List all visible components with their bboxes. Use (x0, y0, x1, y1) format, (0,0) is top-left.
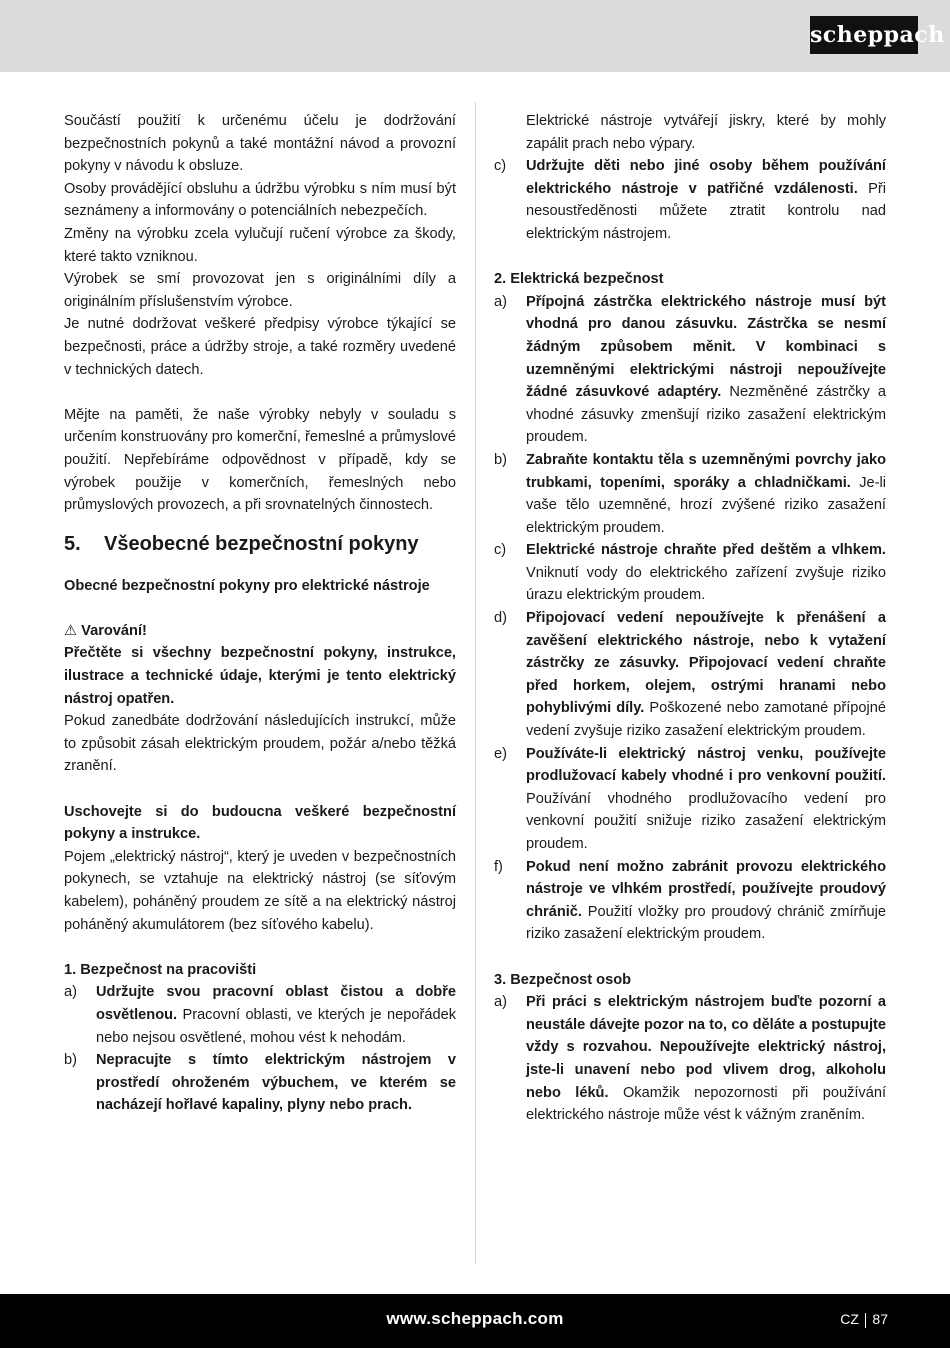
list-item: a) Při práci s elektrickým nástrojem buďte pozorní a neustále dávejte pozor na to, co děláte a postupujte vždy s rozvahou. Nepoužívejte elektrický nástroj, jste-li unavení nebo pod vlivem drog, alkoholu nebo léků. Okamžik nepozornosti při používání elektrického nástroje může vést k vážným zraněním. (494, 994, 887, 1124)
list-item: e) Používáte-li elektrický nástroj venku, používejte prodlužovací kabely vhodné i pro venkovní použití. Používání vhodného prodlužovacího vedení pro venkovní použití snižuje riziko zasažení elektrickým proudem. (494, 745, 886, 852)
section-number: 5. (64, 532, 81, 555)
list-item: b) Nepracujte s tímto elektrickým nástrojem v prostředí ohroženém výbuchem, ve kterém se nacházejí hořlavé kapaliny, plyny nebo prach. (64, 1052, 456, 1114)
list-item: a) Přípojná zástrčka elektrického nástroje musí být vhodná pro danou zásuvku. Zástrčka se nesmí žádným způsobem měnit. V kombinaci s uzemněnými elektrickými nástroji nepoužívejte žádné zásuvkové adaptéry. Nezměněné zástrčky a vhodné zásuvky zmenšují riziko zasažení elektrickým proudem. (494, 293, 886, 446)
notice-paragraph: Mějte na paměti, že naše výrobky nebyly v souladu s určením konstruovány pro komerční, řemeslné a průmyslové použití. Nepřebíráme odpovědnost v případě, kdy se výrobek použije v komerčních, řemeslných nebo průmyslových provozech, a při srovnatelných činnostech. (64, 406, 456, 514)
list-item: d) Připojovací vedení nepoužívejte k přenášení a zavěšení elektrického nástroje, nebo k vytažení zástrčky ze zásuvky. Připojovací vedení chraňte před horkem, olejem, ostrými hranami nebo pohyblivými díly. Poškozené nebo zamotané přípojné vedení zvyšuje riziko zasažení elektrickým proudem. (494, 610, 887, 740)
language-code: CZ (840, 1311, 859, 1327)
electric-heading: 2. Elektrická bezpečnost (494, 271, 664, 288)
warning-text: Pokud zanedbáte dodržování následujících instrukcí, může to způsobit zásah elektrickým proudem, požár a/nebo těžká zranění. (64, 713, 456, 775)
list-item: c) Udržujte děti nebo jiné osoby během používání elektrického nástroje v patřičné vzdálenosti. Při nesoustředěnosti můžete ztratit kontrolu nad elektrickým nástrojem. (494, 158, 886, 242)
page-header (0, 0, 950, 72)
warning-bold: Přečtěte si všechny bezpečnostní pokyny, instrukce, ilustrace a technické údaje, kterými je tento elektrický nástroj opatřen. (64, 645, 456, 707)
list-item: a) Udržujte svou pracovní oblast čistou a dobře osvětlenou. Pracovní oblasti, ve kterých je nepořádek nebo nejsou osvětlené, mohou vést k nehodám. (64, 984, 456, 1046)
section-title: Všeobecné bezpečnostní pokyny (104, 532, 419, 555)
list-item: c) Elektrické nástroje chraňte před deštěm a vlhkem. Vniknutí vody do elektrického zařízení zvyšuje riziko úrazu elektrickým proudem. (494, 542, 886, 604)
intro-paragraph: Změny na výrobku zcela vylučují ručení výrobce za škody, které takto vzniknou. (64, 225, 456, 265)
continuation-text: Elektrické nástroje vytvářejí jiskry, které by mohly zapálit prach nebo výpary. (526, 113, 886, 152)
brand-logo: scheppach (810, 16, 918, 54)
list-item: b) Zabraňte kontaktu těla s uzemněnými povrchy jako trubkami, topeními, sporáky a chladničkami. Je-li vaše tělo uzemněné, hrozí zvýšené riziko zasažení elektrickým proudem. (494, 451, 887, 536)
page-number (840, 1311, 888, 1328)
warning-label: ⚠ Varování! (64, 622, 147, 639)
general-heading: Obecné bezpečnostní pokyny pro elektrické nástroje (64, 577, 430, 594)
keep-text: Pojem „elektrický nástroj“, který je uveden v bezpečnostních pokynech, se vztahuje na elektrický nástroj (se síťovým kabelem), poháněný proudem ze sítě a na elektrický nástroj poháněný akumulátorem (bez síťového kabelu). (64, 848, 456, 933)
intro-paragraph: Součástí použití k určenému účelu je dodržování bezpečnostních pokynů a také montážní návod a provozní pokyny v návodu k obsluze. (64, 113, 456, 175)
section-heading (64, 531, 456, 557)
right-column (494, 110, 886, 1127)
warning-icon: ⚠ (64, 622, 78, 639)
column-divider (475, 102, 476, 1264)
page-footer (0, 1294, 950, 1348)
intro-paragraph: Osoby provádějící obsluhu a údržbu výrobku s ním musí být seznámeny a informovány o potenciálních nebezpečích. (64, 180, 456, 220)
persons-heading: 3. Bezpečnost osob (494, 971, 632, 988)
intro-paragraph: Je nutné dodržovat veškeré předpisy výrobce týkající se bezpečnosti, práce a údržby stroje, a také rozměry uvedené v technických datech. (64, 316, 456, 378)
website-link[interactable]: www.scheppach.com (386, 1309, 564, 1328)
list-item: f) Pokud není možno zabránit provozu elektrického nástroje ve vlhkém prostředí, používejte proudový chránič. Použití vložky pro proudový chránič zmírňuje riziko zasažení elektrickým proudem. (494, 858, 886, 943)
left-column (64, 110, 456, 1117)
page-num: 87 (872, 1311, 888, 1327)
workplace-heading: 1. Bezpečnost na pracovišti (64, 961, 257, 978)
intro-paragraph: Výrobek se smí provozovat jen s originálními díly a originálním příslušenstvím výrobce. (64, 271, 456, 310)
keep-heading: Uschovejte si do budoucna veškeré bezpečnostní pokyny a instrukce. (64, 803, 456, 843)
